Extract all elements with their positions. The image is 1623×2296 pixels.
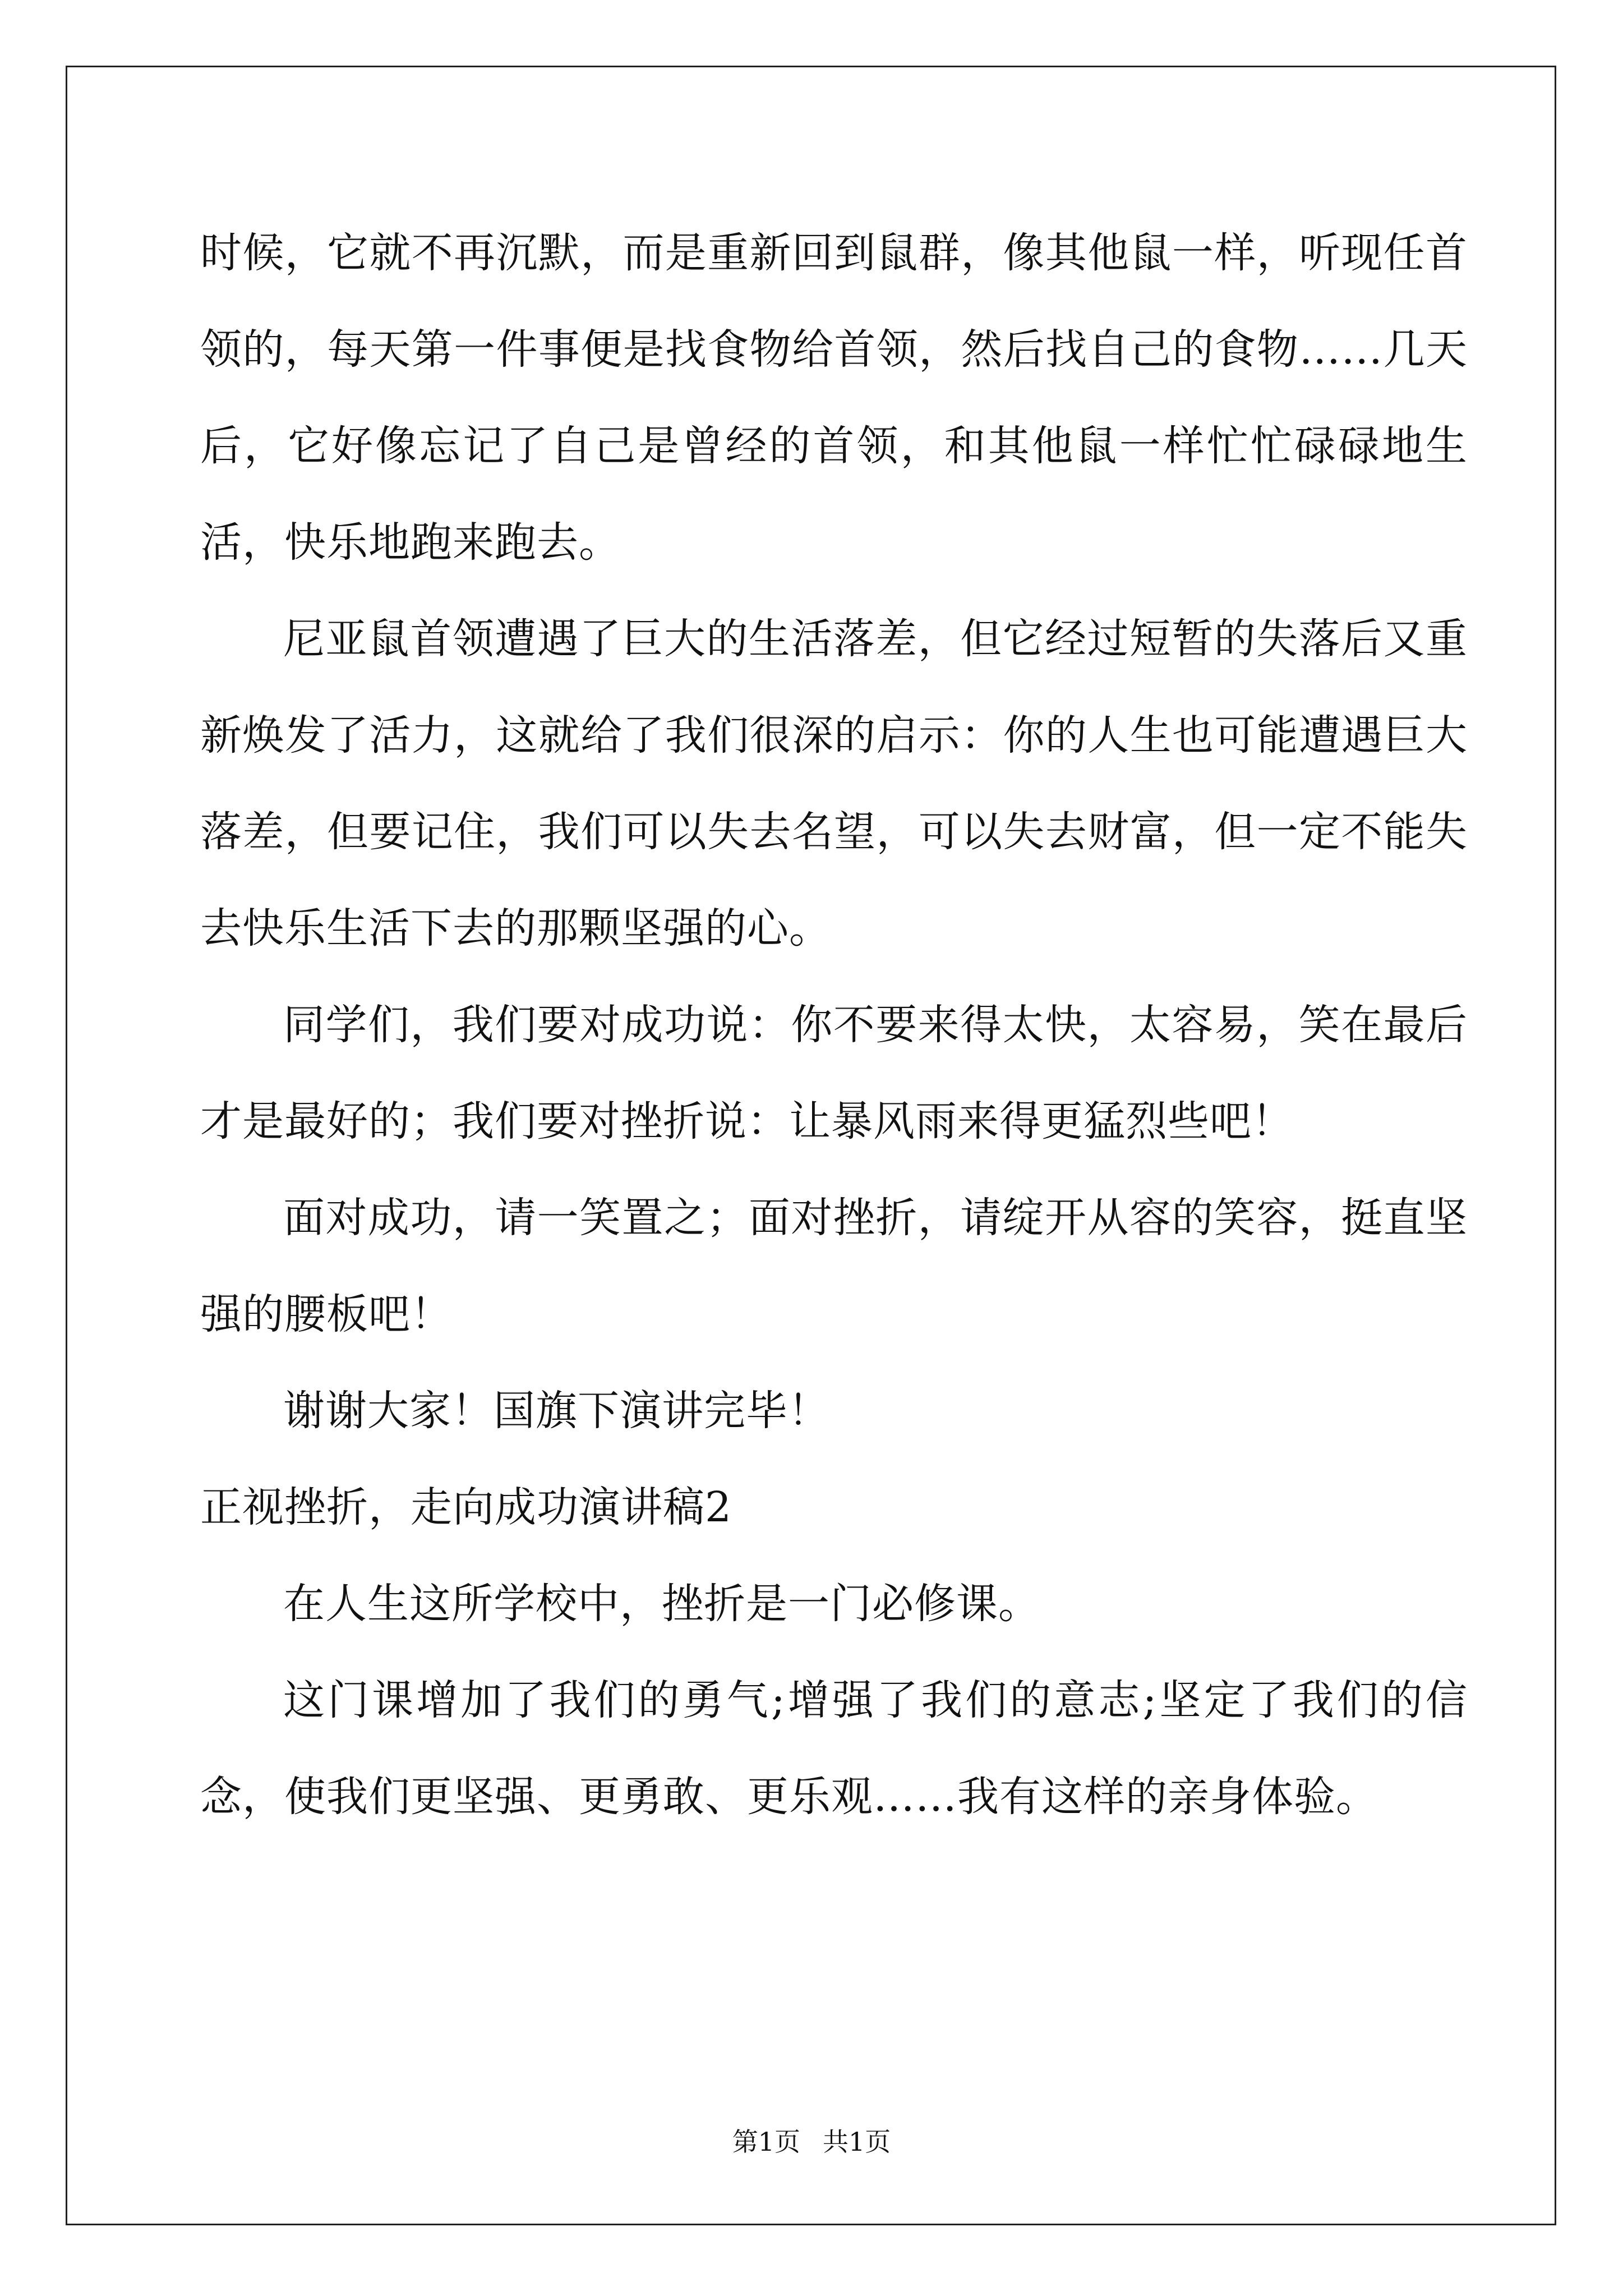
paragraph-5: 谢谢大家！国旗下演讲完毕！ [283,1387,830,1435]
page-total: 共1页 [823,2127,891,2157]
paragraph-4: 面对成功，请一笑置之；面对挫折，请绽开从容的笑容，挺直坚强的腰板吧！ [200,1194,1468,1338]
document-body [200,205,1468,1845]
paragraph-3: 同学们，我们要对成功说：你不要来得太快，太容易，笑在最后才是最好的；我们要对挫折说：让暴风雨来得更猛烈些吧！ [200,1001,1468,1145]
paragraph-2: 尼亚鼠首领遭遇了巨大的生活落差，但它经过短暂的失落后又重新焕发了活力，这就给了我们很深的启示：你的人生也可能遭遇巨大落差，但要记住，我们可以失去名望，可以失去财富，但一定不能失去快乐生活下去的那颗坚强的心。 [200,615,1468,953]
paragraph-6: 在人生这所学校中，挫折是一门必修课。 [283,1580,1040,1628]
page-number: 第1页 [732,2127,800,2157]
page-footer [0,2122,1623,2159]
section-heading: 正视挫折，走向成功演讲稿2 [200,1483,732,1531]
paragraph-1: 时候，它就不再沉默，而是重新回到鼠群，像其他鼠一样，听现任首领的，每天第一件事便是找食物给首领，然后找自己的食物……几天后，它好像忘记了自己是曾经的首领，和其他鼠一样忙忙碌碌地生活，快乐地跑来跑去。 [200,229,1468,567]
paragraph-7: 这门课增加了我们的勇气;增强了我们的意志;坚定了我们的信念，使我们更坚强、更勇敢、更乐观……我有这样的亲身体验。 [200,1676,1468,1821]
